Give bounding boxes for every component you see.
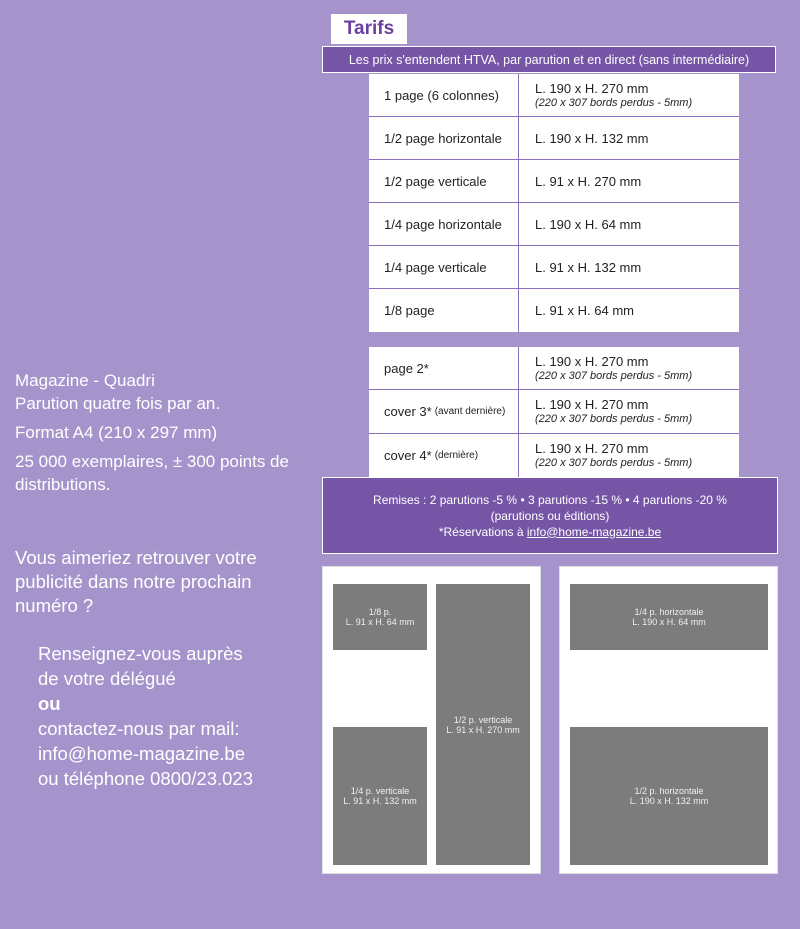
cover-sublabel: (dernière) xyxy=(434,449,479,461)
ad-size: L. 190 x H. 132 mm xyxy=(629,796,709,806)
cover-label-cell xyxy=(369,390,519,432)
cover-size: L. 190 x H. 270 mm xyxy=(535,441,649,457)
format-label: 1/2 page verticale xyxy=(369,160,519,202)
cover-note: (220 x 307 bords perdus - 5mm) xyxy=(535,370,693,383)
ad-name: 1/8 p. xyxy=(368,607,392,617)
format-label: 1/4 page horizontale xyxy=(369,203,519,245)
contact-line: contactez-nous par mail: xyxy=(38,718,240,739)
format-label: 1/2 page horizontale xyxy=(369,117,519,159)
cover-size-cell xyxy=(519,434,739,477)
layout-page-left xyxy=(322,566,541,874)
info-line: Magazine - Quadri xyxy=(15,371,155,390)
ad-size: L. 91 x H. 270 mm xyxy=(446,724,520,735)
ad-size: L. 91 x H. 64 mm xyxy=(345,617,415,627)
cover-size: L. 190 x H. 270 mm xyxy=(535,397,649,413)
cover-label-cell xyxy=(369,347,519,389)
reservation-prefix: *Réservations à xyxy=(438,524,527,539)
format-size: L. 190 x H. 132 mm xyxy=(535,130,649,146)
cover-label: page 2* xyxy=(384,360,429,376)
pricing-banner: Les prix s'entendent HTVA, par parution et en direct (sans intermédiaire) xyxy=(322,46,776,73)
table-row xyxy=(369,74,739,117)
discounts-note: (parutions ou éditions) xyxy=(490,508,610,523)
discounts-box xyxy=(322,477,778,554)
contact-line: Renseignez-vous auprès xyxy=(38,643,243,664)
format-size: L. 91 x H. 64 mm xyxy=(535,303,634,318)
discounts-line: Remises : 2 parutions -5 % • 3 parutions -15 % • 4 parutions -20 % xyxy=(373,492,727,507)
ad-name: 1/2 p. verticale xyxy=(453,714,513,725)
format-size: L. 190 x H. 64 mm xyxy=(535,216,642,232)
magazine-info xyxy=(15,369,315,496)
format-size: L. 91 x H. 132 mm xyxy=(535,259,642,275)
ad-eighth-page xyxy=(333,584,427,650)
table-row xyxy=(369,347,739,390)
table-row xyxy=(369,246,739,289)
cover-label: cover 3* xyxy=(384,403,432,419)
contact-line: de votre délégué xyxy=(38,668,176,689)
contact-block xyxy=(38,641,328,791)
info-line: Parution quatre fois par an. xyxy=(15,394,221,413)
ad-half-page-horizontal xyxy=(570,727,768,865)
layout-page-right xyxy=(559,566,778,874)
ad-half-page-vertical xyxy=(436,584,530,865)
format-label: 1 page (6 colonnes) xyxy=(369,74,519,116)
ad-size: L. 91 x H. 132 mm xyxy=(343,796,417,806)
table-row xyxy=(369,289,739,332)
format-label: 1/8 page xyxy=(369,289,519,332)
contact-email[interactable]: info@home-magazine.be xyxy=(38,743,245,764)
cover-note: (220 x 307 bords perdus - 5mm) xyxy=(535,457,693,470)
ad-name: 1/2 p. horizontale xyxy=(634,786,704,796)
format-size-cell xyxy=(519,246,739,288)
ad-size: L. 190 x H. 64 mm xyxy=(632,617,706,627)
cover-size-cell xyxy=(519,390,739,432)
covers-table xyxy=(369,347,739,477)
contact-or: ou xyxy=(38,693,61,714)
reservation-line xyxy=(323,524,777,540)
ad-name: 1/4 p. horizontale xyxy=(634,607,704,617)
format-note: (220 x 307 bords perdus - 5mm) xyxy=(535,97,693,109)
format-label: 1/4 page verticale xyxy=(369,246,519,288)
reservation-email-link[interactable]: info@home-magazine.be xyxy=(526,524,662,539)
format-size-cell xyxy=(519,160,739,202)
ad-quarter-page-vertical xyxy=(333,727,427,865)
info-line: 25 000 exemplaires, ± 300 points de distributions. xyxy=(15,452,289,494)
format-size-cell xyxy=(519,74,739,116)
format-size-cell xyxy=(519,203,739,245)
table-row xyxy=(369,390,739,433)
ad-name: 1/4 p. verticale xyxy=(350,786,410,796)
ad-quarter-page-horizontal xyxy=(570,584,768,650)
cover-label-cell xyxy=(369,434,519,477)
table-row xyxy=(369,434,739,477)
advertising-question: Vous aimeriez retrouver votre publicité dans notre prochain numéro ? xyxy=(15,547,257,616)
tarifs-title: Tarifs xyxy=(331,14,407,44)
format-size: L. 190 x H. 270 mm xyxy=(535,81,649,96)
info-line: Format A4 (210 x 297 mm) xyxy=(15,423,218,442)
format-size-cell xyxy=(519,117,739,159)
cover-sublabel: (avant dernière) xyxy=(434,405,506,417)
cover-size: L. 190 x H. 270 mm xyxy=(535,354,649,370)
format-size-cell xyxy=(519,289,739,332)
cover-note: (220 x 307 bords perdus - 5mm) xyxy=(535,413,693,426)
cover-label: cover 4* xyxy=(384,447,432,463)
cover-size-cell xyxy=(519,347,739,389)
formats-table xyxy=(369,74,739,332)
table-row xyxy=(369,203,739,246)
table-row xyxy=(369,160,739,203)
contact-phone[interactable]: ou téléphone 0800/23.023 xyxy=(38,768,254,789)
table-row xyxy=(369,117,739,160)
format-size: L. 91 x H. 270 mm xyxy=(535,173,642,189)
